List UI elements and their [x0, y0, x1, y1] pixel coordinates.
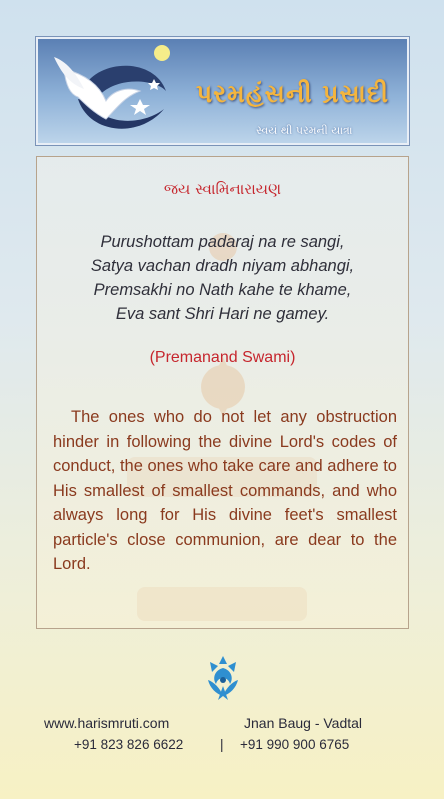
page-title: પરમહંસની પ્રસાદી — [196, 79, 390, 108]
phone-1[interactable]: +91 823 826 6622 — [74, 737, 184, 752]
sun-icon — [154, 45, 170, 61]
verse-block — [37, 230, 408, 326]
location-text: Jnan Baug - Vadtal — [244, 715, 363, 731]
greeting-heading: જય સ્વામિનારાયણ — [163, 180, 282, 198]
verse-line: Premsakhi no Nath kahe te khame, — [93, 281, 352, 299]
verse-author: (Premanand Swami) — [149, 349, 296, 366]
website-link[interactable]: www.harismruti.com — [44, 715, 170, 731]
lotus-emblem-icon — [198, 652, 248, 704]
tagline: સ્વયં થી પરમની યાત્રા — [256, 124, 353, 137]
explanation-paragraph: The ones who do not let any obstruction hinder in following the divine Lord's codes of conduct, the ones who take care and adhere to His smallest of smallest commands, and who always long for His divine feet's smallest particle's close communion, are dear to the Lord. — [53, 408, 397, 573]
dove-logo-icon — [44, 39, 174, 147]
phone-separator: | — [220, 737, 224, 752]
verse-line: Satya vachan dradh niyam abhangi, — [90, 257, 355, 275]
phone-2[interactable]: +91 990 900 6765 — [240, 737, 350, 752]
verse-line: Purushottam padaraj na re sangi, — [100, 233, 345, 251]
header-banner — [36, 37, 409, 145]
content-card — [36, 156, 409, 629]
verse-line: Eva sant Shri Hari ne gamey. — [115, 305, 330, 323]
